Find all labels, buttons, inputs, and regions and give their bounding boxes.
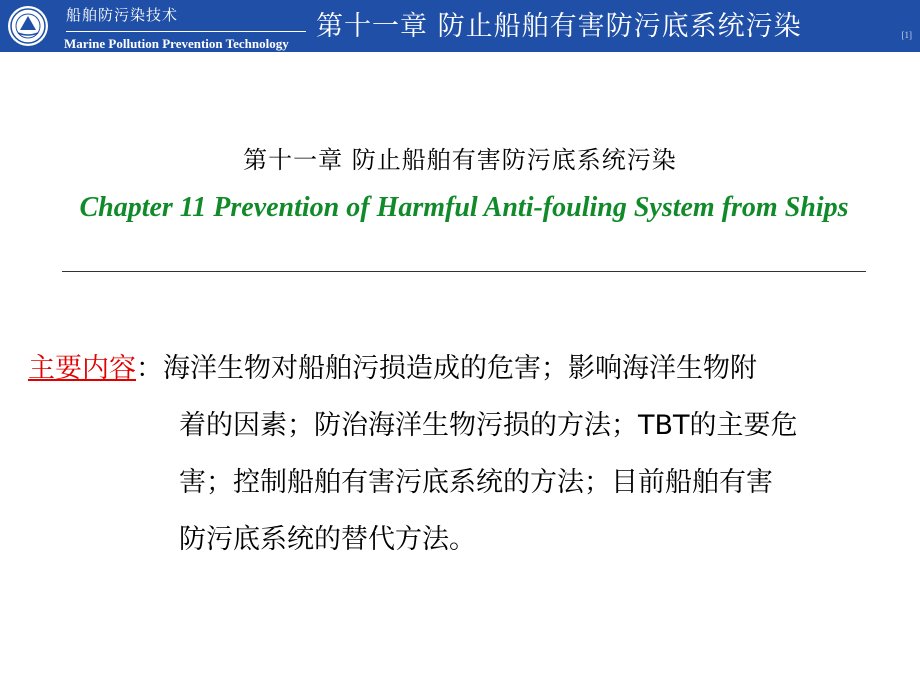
content-text-1: 海洋生物对船舶污损造成的危害；影响海洋生物附 [163, 353, 757, 384]
header-chapter-title: 第十一章 防止船舶有害防污底系统污染 [316, 11, 802, 42]
title-divider [62, 271, 866, 272]
university-logo-icon [6, 4, 50, 48]
main-content [28, 340, 878, 568]
content-line-1 [28, 340, 878, 397]
chapter-title-cn: 第十一章 防止船舶有害防污底系统污染 [243, 146, 677, 174]
content-colon: ： [136, 353, 163, 384]
slide-header [0, 0, 920, 52]
course-subtitle: Marine Pollution Prevention Technology [64, 36, 289, 51]
content-label: 主要内容 [28, 353, 136, 384]
content-line-3: 害；控制船舶有害污底系统的方法；目前船舶有害 [179, 467, 773, 498]
content-line-2: 着的因素；防治海洋生物污损的方法；TBT的主要危 [179, 410, 798, 441]
page-number: [1] [901, 30, 912, 40]
content-line-4: 防污底系统的替代方法。 [179, 524, 476, 555]
course-title: 船舶防污染技术 [66, 4, 306, 32]
chapter-title-en: Chapter 11 Prevention of Harmful Anti-fouling System from Ships [79, 192, 849, 223]
